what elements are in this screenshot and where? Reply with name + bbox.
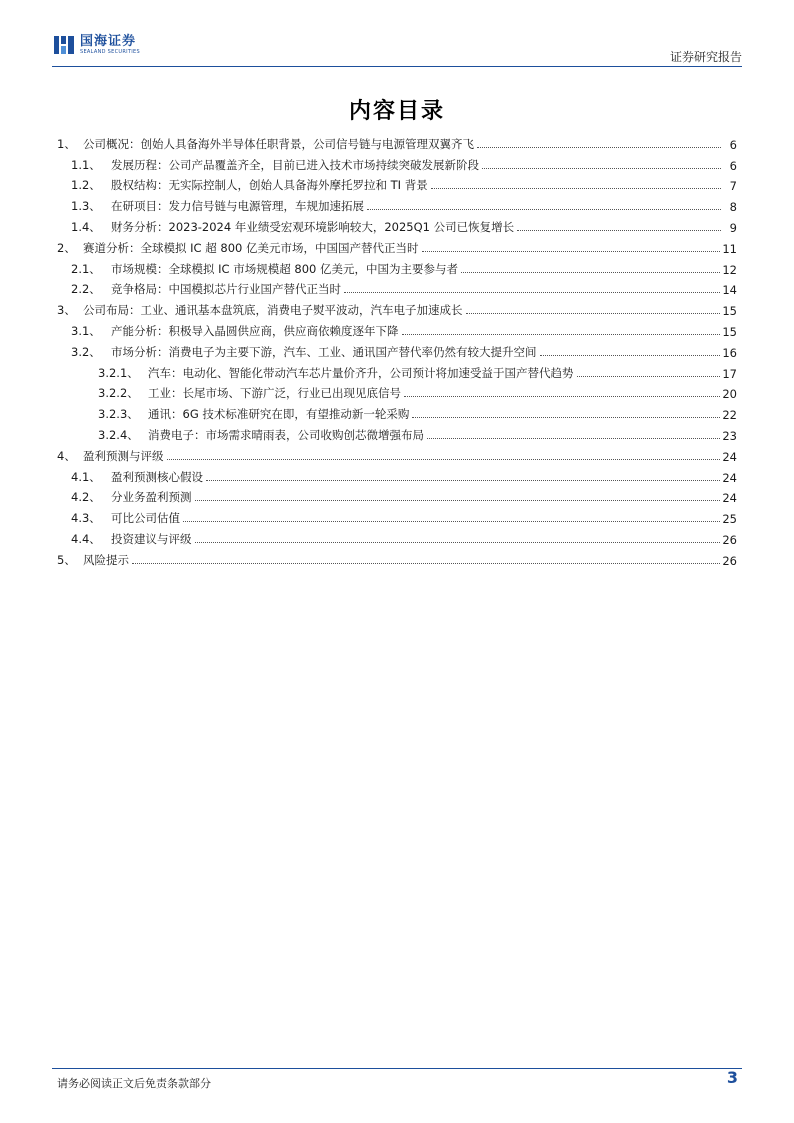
toc-leader bbox=[195, 499, 721, 501]
toc-title: 在研项目：发力信号链与电源管理，车规加速拓展 bbox=[111, 199, 364, 214]
toc-page-number: 7 bbox=[729, 179, 737, 194]
toc-leader bbox=[183, 520, 720, 522]
toc-entry[interactable] bbox=[57, 173, 737, 194]
toc-number: 4、 bbox=[57, 448, 76, 463]
toc-leader bbox=[477, 146, 721, 148]
report-type: 证券研究报告 bbox=[669, 50, 742, 64]
toc-leader bbox=[195, 541, 721, 543]
toc-page-number: 6 bbox=[729, 158, 737, 173]
toc-number: 1.3、 bbox=[71, 199, 101, 214]
toc-entry[interactable] bbox=[57, 297, 737, 318]
toc-leader bbox=[167, 458, 721, 460]
toc-leader bbox=[422, 250, 721, 252]
toc-number: 2.2、 bbox=[71, 282, 101, 297]
toc-number: 5、 bbox=[57, 552, 76, 567]
page-number: 3 bbox=[726, 1068, 738, 1087]
toc-entry[interactable] bbox=[57, 256, 737, 277]
sealand-logo-icon bbox=[52, 33, 76, 57]
toc-page-number: 12 bbox=[722, 262, 737, 277]
toc-leader bbox=[540, 354, 721, 356]
toc-leader bbox=[482, 167, 721, 169]
toc-number: 3.2.4、 bbox=[98, 427, 139, 442]
toc-page-number: 6 bbox=[729, 137, 737, 152]
toc-page-number: 15 bbox=[722, 304, 737, 319]
toc-entry[interactable] bbox=[57, 152, 737, 173]
toc-page-number: 17 bbox=[722, 366, 737, 381]
toc-number: 2、 bbox=[57, 240, 76, 255]
logo-name-cn: 国海证券 bbox=[80, 33, 137, 49]
toc-title: 投资建议与评级 bbox=[111, 531, 192, 546]
toc-number: 3.2.3、 bbox=[98, 407, 139, 422]
page-title: 内容目录 bbox=[348, 98, 445, 124]
toc-leader bbox=[466, 312, 721, 314]
toc-leader bbox=[577, 375, 721, 377]
toc-number: 3.2.1、 bbox=[98, 365, 139, 380]
toc-title: 通讯：6G 技术标准研究在即，有望推动新一轮采购 bbox=[148, 407, 410, 422]
toc-entry[interactable] bbox=[57, 339, 737, 360]
toc-leader bbox=[402, 333, 721, 335]
toc-page-number: 24 bbox=[722, 449, 737, 464]
toc-number: 3.2.2、 bbox=[98, 386, 139, 401]
toc-page-number: 14 bbox=[722, 283, 737, 298]
toc-leader bbox=[344, 291, 720, 293]
toc-title: 赛道分析：全球模拟 IC 超 800 亿美元市场，中国国产替代正当时 bbox=[83, 240, 419, 255]
toc-leader bbox=[367, 208, 721, 210]
toc-entry[interactable] bbox=[57, 235, 737, 256]
toc-leader bbox=[404, 395, 720, 397]
toc-page-number: 24 bbox=[722, 470, 737, 485]
toc-leader bbox=[412, 416, 720, 418]
toc-page-number: 23 bbox=[722, 428, 737, 443]
toc-page-number: 15 bbox=[722, 324, 737, 339]
toc-entry[interactable] bbox=[57, 422, 737, 443]
toc-entry[interactable] bbox=[57, 214, 737, 235]
toc-leader bbox=[427, 437, 720, 439]
toc-page-number: 11 bbox=[722, 241, 737, 256]
toc-number: 3.1、 bbox=[71, 323, 101, 338]
toc-page-number: 26 bbox=[722, 532, 737, 547]
toc-entry[interactable] bbox=[57, 193, 737, 214]
toc-title: 消费电子：市场需求晴雨表，公司收购创芯微增强布局 bbox=[148, 427, 424, 442]
toc-entry[interactable] bbox=[57, 526, 737, 547]
toc-number: 4.3、 bbox=[71, 511, 101, 526]
toc-number: 1.2、 bbox=[71, 178, 101, 193]
toc-number: 4.4、 bbox=[71, 531, 101, 546]
toc-entry[interactable] bbox=[57, 547, 737, 568]
toc-title: 可比公司估值 bbox=[111, 511, 180, 526]
toc-number: 3、 bbox=[57, 303, 76, 318]
toc-number: 4.1、 bbox=[71, 469, 101, 484]
company-logo bbox=[52, 30, 140, 60]
logo-name-en: SEALAND SECURITIES bbox=[80, 48, 140, 55]
toc-title: 汽车：电动化、智能化带动汽车芯片量价齐升，公司预计将加速受益于国产替代趋势 bbox=[148, 365, 574, 380]
toc-number: 2.1、 bbox=[71, 261, 101, 276]
toc-leader bbox=[132, 562, 720, 564]
toc-number: 4.2、 bbox=[71, 490, 101, 505]
toc-page-number: 22 bbox=[722, 408, 737, 423]
toc-title: 风险提示 bbox=[83, 552, 129, 567]
toc-title: 发展历程：公司产品覆盖齐全，目前已进入技术市场持续突破发展新阶段 bbox=[111, 157, 479, 172]
toc-entry[interactable] bbox=[57, 277, 737, 298]
toc-entry[interactable] bbox=[57, 464, 737, 485]
toc-title: 公司布局：工业、通讯基本盘筑底，消费电子熨平波动，汽车电子加速成长 bbox=[83, 303, 463, 318]
toc-leader bbox=[206, 479, 720, 481]
toc-leader bbox=[517, 229, 721, 231]
toc-entry[interactable] bbox=[57, 401, 737, 422]
toc-title: 财务分析：2023-2024 年业绩受宏观环境影响较大，2025Q1 公司已恢复增长 bbox=[111, 219, 515, 234]
toc-leader bbox=[431, 187, 721, 189]
toc-page-number: 8 bbox=[729, 200, 737, 215]
toc-title: 市场规模：全球模拟 IC 市场规模超 800 亿美元，中国为主要参与者 bbox=[111, 261, 458, 276]
toc-title: 盈利预测核心假设 bbox=[111, 469, 203, 484]
toc-number: 3.2、 bbox=[71, 344, 101, 359]
toc-title: 公司概况：创始人具备海外半导体任职背景，公司信号链与电源管理双翼齐飞 bbox=[83, 136, 474, 151]
header-divider bbox=[52, 66, 742, 67]
toc-entry[interactable] bbox=[57, 360, 737, 381]
toc-page-number: 9 bbox=[729, 220, 737, 235]
footer-divider bbox=[52, 1068, 742, 1069]
toc-number: 1.1、 bbox=[71, 157, 101, 172]
toc-entry[interactable] bbox=[57, 381, 737, 402]
toc-title: 产能分析：积极导入晶圆供应商，供应商依赖度逐年下降 bbox=[111, 323, 399, 338]
toc-number: 1.4、 bbox=[71, 219, 101, 234]
table-of-contents bbox=[57, 131, 737, 568]
toc-entry[interactable] bbox=[57, 485, 737, 506]
toc-title: 盈利预测与评级 bbox=[83, 448, 164, 463]
page-header bbox=[52, 30, 742, 66]
toc-title: 竞争格局：中国模拟芯片行业国产替代正当时 bbox=[111, 282, 341, 297]
toc-page-number: 20 bbox=[722, 387, 737, 402]
toc-entry[interactable] bbox=[57, 443, 737, 464]
toc-page-number: 24 bbox=[722, 491, 737, 506]
toc-entry[interactable] bbox=[57, 505, 737, 526]
toc-number: 1、 bbox=[57, 136, 76, 151]
toc-page-number: 26 bbox=[722, 553, 737, 568]
toc-page-number: 25 bbox=[722, 512, 737, 527]
toc-entry[interactable] bbox=[57, 318, 737, 339]
toc-title: 工业：长尾市场、下游广泛，行业已出现见底信号 bbox=[148, 386, 401, 401]
toc-entry[interactable] bbox=[57, 131, 737, 152]
footer-disclaimer: 请务必阅读正文后免责条款部分 bbox=[57, 1077, 211, 1090]
toc-leader bbox=[461, 271, 720, 273]
toc-page-number: 16 bbox=[722, 345, 737, 360]
toc-title: 股权结构：无实际控制人，创始人具备海外摩托罗拉和 TI 背景 bbox=[111, 178, 428, 193]
toc-title: 分业务盈利预测 bbox=[111, 490, 192, 505]
toc-title: 市场分析：消费电子为主要下游，汽车、工业、通讯国产替代率仍然有较大提升空间 bbox=[111, 344, 537, 359]
